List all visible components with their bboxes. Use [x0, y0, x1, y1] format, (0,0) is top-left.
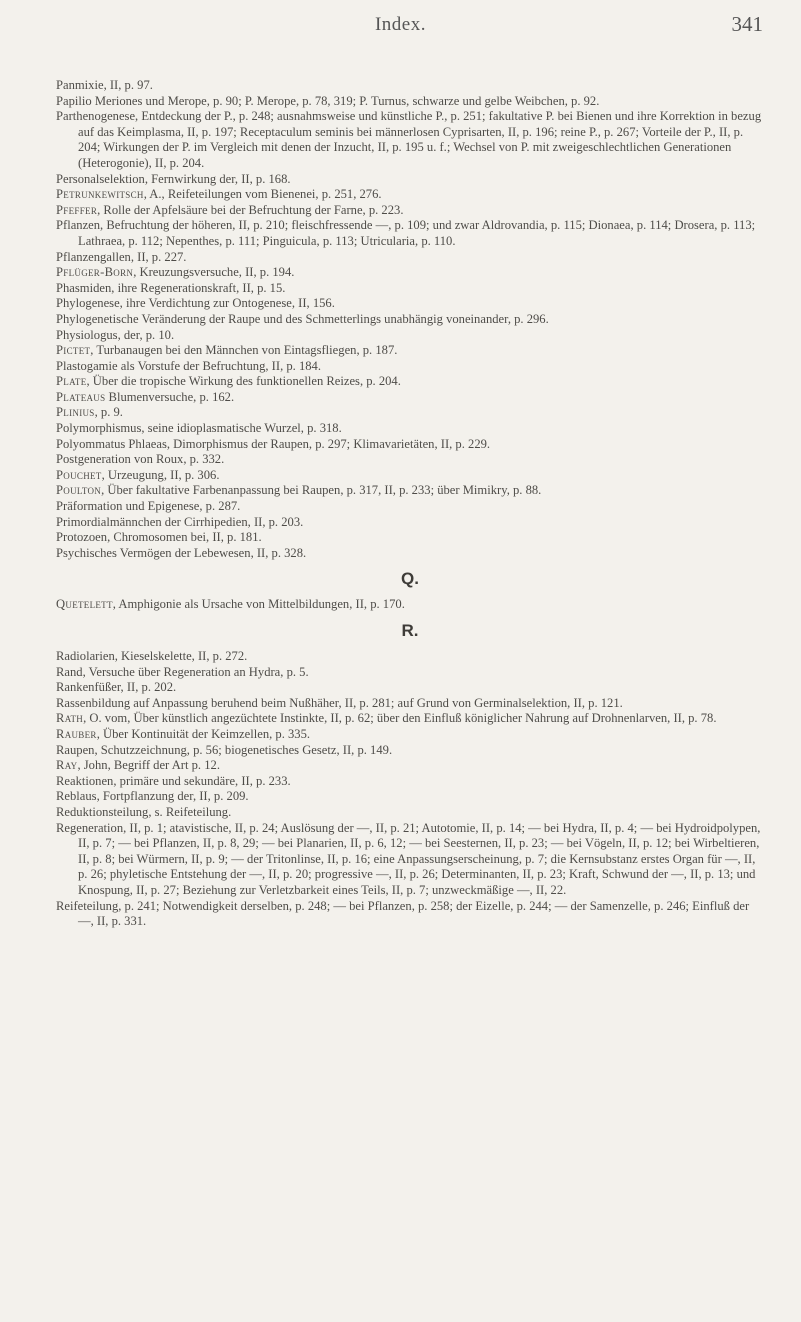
entry-text: , p. 9. — [94, 405, 123, 420]
index-entry — [56, 78, 764, 94]
entry-text: , Rolle der Apfelsäure bei der Befruchtung der Farne, p. 223. — [97, 202, 404, 217]
index-entry — [56, 359, 764, 375]
entry-author: Rauber — [56, 726, 97, 741]
index-entry — [56, 499, 764, 515]
entry-author: Pfeffer — [56, 202, 98, 217]
section-letter: R. — [401, 621, 419, 640]
entry-author: Petrunkewitsch — [56, 187, 144, 202]
entry-author: Ray — [56, 758, 78, 773]
entry-text: Pflanzen, Befruchtung der höheren, II, p. 210; fleischfressende —, p. 109; und zwar Aldrovandia, p. 115; Dionaea, p. 114; Drosera, p. 113; Lathraea, p. 112; Nepenthes, p. 111; Pinguicula, p. 113; Utricularia, p. 110. — [56, 218, 756, 248]
index-entry — [56, 390, 764, 406]
index-entry — [56, 468, 764, 484]
entry-text: Raupen, Schutzzeichnung, p. 56; biogenetisches Gesetz, II, p. 149. — [56, 742, 393, 757]
entry-text: Radiolarien, Kieselskelette, II, p. 272. — [56, 649, 248, 663]
entry-text: Physiologus, der, p. 10. — [56, 327, 175, 342]
entry-text: , Über die tropische Wirkung des funktionellen Reizes, p. 204. — [86, 374, 401, 389]
entry-text: Reifeteilung, p. 241; Notwendigkeit derselben, p. 248; — bei Pflanzen, p. 258; der Eizelle, p. 244; — der Samenzelle, p. 246; Einfluß der —, II, p. 331. — [56, 898, 750, 929]
entry-author: Poulton — [56, 483, 102, 498]
index-entry — [56, 250, 764, 266]
index-entry — [56, 530, 764, 546]
entry-text: Plastogamie als Vorstufe der Befruchtung, II, p. 184. — [56, 358, 322, 373]
entry-text: Blumenversuche, p. 162. — [105, 389, 235, 404]
index-entry — [56, 546, 764, 562]
entry-author: Pflüger-Born — [56, 265, 134, 280]
entry-text: Pflanzengallen, II, p. 227. — [56, 249, 187, 264]
index-entry — [56, 405, 764, 421]
index-entry — [56, 343, 764, 359]
index-entry — [56, 312, 764, 328]
entry-text: , John, Begriff der Art p. 12. — [77, 758, 220, 773]
entry-text: Personalselektion, Fernwirkung der, II, p. 168. — [56, 171, 291, 186]
entry-text: Phylogenese, ihre Verdichtung zur Ontogenese, II, 156. — [56, 296, 335, 311]
index-entry — [56, 665, 764, 681]
index-entry — [56, 743, 764, 759]
entry-text: , Urzeugung, II, p. 306. — [101, 467, 220, 482]
entry-text: Polyommatus Phlaeas, Dimorphismus der Raupen, p. 297; Klimavarietäten, II, p. 229. — [56, 436, 491, 451]
entry-text: Präformation und Epigenese, p. 287. — [56, 499, 241, 514]
page-header — [0, 14, 801, 38]
index-entry — [56, 758, 764, 774]
entry-text: Phasmiden, ihre Regenerationskraft, II, p. 15. — [56, 280, 286, 295]
index-entry — [56, 328, 764, 344]
entry-text: , Über Kontinuität der Keimzellen, p. 335. — [96, 726, 311, 741]
entry-text: Reblaus, Fortpflanzung der, II, p. 209. — [56, 789, 249, 804]
index-entry — [56, 187, 764, 203]
entry-text: , Amphigonie als Ursache von Mittelbildungen, II, p. 170. — [112, 597, 405, 612]
entry-text: Primordialmännchen der Cirrhipedien, II, p. 203. — [56, 514, 304, 529]
index-entry — [56, 437, 764, 453]
entry-author: Quetelett — [56, 597, 113, 612]
index-entry — [56, 727, 764, 743]
entry-text: , Turbanaugen bei den Männchen von Eintagsfliegen, p. 187. — [90, 343, 398, 358]
index-entry — [56, 680, 764, 696]
index-entry — [56, 218, 764, 249]
index-entry — [56, 421, 764, 437]
index-entry — [56, 172, 764, 188]
index-entry — [56, 821, 764, 899]
index-content — [56, 78, 764, 930]
entry-text: Postgeneration von Roux, p. 332. — [56, 452, 225, 467]
page-number: 341 — [731, 12, 763, 36]
entry-text: Parthenogenese, Entdeckung der P., p. 248; ausnahmsweise und künstliche P., p. 251; fakultative P. bei Bienen und ihre Korrektion in bezug auf das Keimplasma, II, p. 197; Receptaculum seminis bei männerlosen Cyprisarten, II, p. 196; reine P., p. 267; Vorteile der P., II, p. 204; Wirkungen der P. im Vergleich mit denen der Inzucht, II, p. 195 u. f.; Wechsel von P. mit zweigeschlechtlichen Generationen (Heterogonie), II, p. 204. — [56, 109, 762, 170]
entry-text: Papilio Meriones und Merope, p. 90; P. Merope, p. 78, 319; P. Turnus, schwarze und gelbe Weibchen, p. 92. — [56, 93, 600, 108]
index-entry — [56, 452, 764, 468]
index-entry — [56, 265, 764, 281]
entry-text: Psychisches Vermögen der Lebewesen, II, p. 328. — [56, 545, 307, 560]
entry-text: , Kreuzungsversuche, II, p. 194. — [133, 265, 295, 280]
entry-author: Rath — [56, 711, 84, 726]
entry-text: Rankenfüßer, II, p. 202. — [56, 680, 177, 695]
index-entry — [56, 281, 764, 297]
entry-author: Pouchet — [56, 467, 102, 482]
entry-text: Polymorphismus, seine idioplasmatische Wurzel, p. 318. — [56, 421, 342, 436]
index-entry — [56, 94, 764, 110]
index-entry — [56, 374, 764, 390]
index-entry — [56, 789, 764, 805]
index-entry — [56, 203, 764, 219]
index-entry — [56, 711, 764, 727]
entry-text: Reaktionen, primäre und sekundäre, II, p. 233. — [56, 773, 291, 788]
entry-text: Rand, Versuche über Regeneration an Hydra, p. 5. — [56, 664, 309, 679]
index-entry — [56, 649, 764, 665]
entry-text: Protozoen, Chromosomen bei, II, p. 181. — [56, 530, 262, 545]
entry-author: Pictet — [56, 343, 91, 358]
index-entry — [56, 774, 764, 790]
index-entry — [56, 515, 764, 531]
entry-author: Plate — [56, 374, 87, 389]
entry-author: Plateaus — [56, 389, 106, 404]
running-title: Index. — [374, 14, 426, 35]
index-entry — [56, 597, 764, 613]
entry-text: , A., Reifeteilungen vom Bienenei, p. 251, 276. — [143, 187, 382, 202]
index-entry — [56, 296, 764, 312]
entry-text: Phylogenetische Veränderung der Raupe und des Schmetterlings unabhängig voneinander, p. 296. — [56, 311, 549, 326]
section-letter: Q. — [401, 569, 419, 589]
entry-text: Rassenbildung auf Anpassung beruhend beim Nußhäher, II, p. 281; auf Grund von Germinalselektion, II, p. 121. — [56, 695, 623, 710]
index-entry — [56, 483, 764, 499]
entry-text: , O. vom, Über künstlich angezüchtete Instinkte, II, p. 62; über den Einfluß königlicher Nahrung auf Drohnenlarven, II, p. 78. — [83, 711, 717, 726]
index-entry — [56, 109, 764, 171]
entry-author: Plinius — [56, 405, 95, 420]
entry-text: Regeneration, II, p. 1; atavistische, II, p. 24; Auslösung der —, II, p. 21; Autotomie, II, p. 14; — bei Hydra, II, p. 4; — bei Hydroidpolypen, II, p. 7; — bei Pflanzen, II, p. 8, 29; — bei Planarien, II, p. 6, 12; — bei Seesternen, II, p. 23; — bei Vögeln, II, p. 12; bei Wirbeltieren, II, p. 8; bei Würmern, II, p. 9; — der Tritonlinse, II, p. 16; eine Anpassungserscheinung, p. 7; die Kernsubstanz erstes Organ für —, II, p. 26; phyletische Entstehung der —, II, p. 20; progressive —, II, p. 26; Determinanten, II, p. 23; Kraft, Schwund der —, II, p. 13; und Knospung, II, p. 27; Beziehung zur Verletzbarkeit eines Teils, II, p. 7; unzweckmäßige —, II, 22. — [56, 820, 761, 897]
index-entry — [56, 899, 764, 930]
entry-text: , Über fakultative Farbenanpassung bei Raupen, p. 317, II, p. 233; über Mimikry, p. 88. — [101, 483, 542, 498]
index-entry — [56, 696, 764, 712]
entry-text: Reduktionsteilung, s. Reifeteilung. — [56, 804, 232, 819]
entry-text: Panmixie, II, p. 97. — [56, 78, 153, 92]
index-entry — [56, 805, 764, 821]
